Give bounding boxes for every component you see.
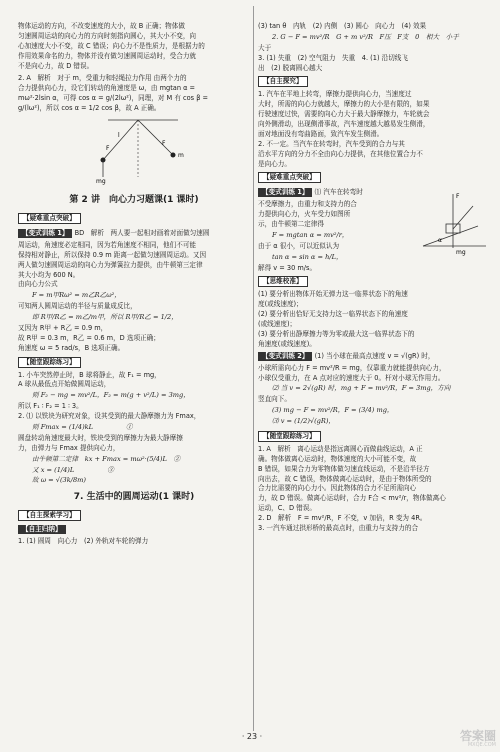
- text-line: 故 R甲 = 0.3 m，R乙 = 0.6 m，D 选项正确；: [18, 333, 160, 342]
- watermark-url: MXQE.COM: [467, 742, 496, 748]
- text-line: 1. A 解析 离心运动是指远离圆心而做曲线运动，A 正: [258, 444, 423, 453]
- label-alpha: α: [438, 237, 442, 245]
- train-force-diagram: [418, 186, 488, 256]
- section-label: 【思维校准】: [258, 276, 308, 287]
- lesson-2-title: 第 2 讲 向心力习题课(1 课时): [69, 194, 199, 205]
- text-line: (1) 当小球在最高点速度 v = √(gR) 时，: [314, 351, 435, 360]
- section-label: 【自主探索学习】: [18, 510, 81, 521]
- column-divider: [253, 6, 254, 731]
- rope-line: [103, 120, 138, 160]
- follow-block: [18, 371, 250, 486]
- text-line: 不是向心力，故 D 错误。: [18, 61, 94, 70]
- equation: 又 x = (1/4)L ③: [32, 465, 114, 474]
- text-line: (或线速度)；: [258, 320, 297, 329]
- text-line: 是向心力。: [258, 159, 291, 168]
- label-F: F: [106, 145, 110, 153]
- section-label: 【疑难重点突破】: [18, 213, 81, 224]
- equation: 即 R甲/R乙 = m乙/m甲，所以 R甲/R乙 = 1/2，: [32, 313, 178, 322]
- text-line: (2) 要分析出恰好无支持力这一临界状态下的角速度: [258, 310, 408, 319]
- equation: 则 F₂ − mg = mv²/L，F₂ = m(g + v²/L) = 3mg，: [32, 391, 190, 400]
- text-line: (3) 要分析出静摩擦力等为零或最大这一临界状态下的: [258, 329, 415, 338]
- text-line: 可知两人圆周运动的半径与质量成反比，: [18, 302, 137, 311]
- text-line: 2. 不一定。当汽车在转弯时，汽车受到的合力与其: [258, 139, 405, 148]
- right-column: [258, 0, 490, 752]
- right-variant-2: [258, 350, 490, 426]
- text-line: 竖直向下。: [258, 395, 291, 404]
- text-line: 两人做匀速圆周运动的向心力为弹簧拉力提供，由牛顿第三定律: [18, 260, 203, 269]
- text-line: 周运动，角速度必定相同，因为若角速度不相同，他们不可能: [18, 240, 197, 249]
- text-line: 行驶速度过快，需要的向心力大于最大静摩擦力，车轮就会: [258, 110, 430, 119]
- text-line: 合力提供向心力，设它们转动的角速度是 ω，由 mgtan α =: [18, 84, 196, 93]
- variant-label: 【变式训练 1】: [258, 188, 312, 197]
- text-line: 不受摩擦力，由重力和支持力的合: [258, 200, 357, 209]
- equation: ⑶ v = (1/2)√(gR)，: [272, 417, 336, 426]
- page-number: · 23 ·: [241, 732, 263, 741]
- text-line: 向外侧滑动，出现侧滑事故，汽车速度越大越易发生侧滑，: [258, 120, 430, 129]
- text-line: 示，由牛顿第二定律得: [258, 220, 324, 229]
- label-mg: mg: [96, 178, 106, 186]
- text-line: (3) tan θ 内轨 (2) 内侧 (3) 圆心 向心力 (4) 效果: [258, 22, 427, 30]
- equation: 则 Fmax = (1/4)kL ①: [32, 422, 133, 431]
- variant-1-block: [18, 227, 250, 353]
- equation: 故 ω = √(3k/8m): [32, 476, 86, 485]
- text-line: 大时，所需的向心力就越大，摩擦力的大小是有限的，如果: [258, 100, 430, 109]
- text-line: ⑴ 汽车在转弯时: [314, 188, 363, 197]
- variant-label: 【变式训练 1】: [18, 229, 72, 238]
- equation: 2. G − F = mv²/R G + m v²/R F压 F支 0 相大 小于: [272, 32, 459, 41]
- text-line: 1. (1) 圆周 向心力 (2) 外轨对车轮的弹力: [18, 537, 149, 546]
- text-line: 1. 小车突然停止时，B 球将静止，故 F₁ = mg，: [18, 370, 161, 379]
- text-line: 力提供向心力，火车受力如图所: [258, 210, 351, 219]
- item-2-block: [18, 74, 250, 113]
- left-column: [18, 0, 250, 752]
- text-line: 出 (2) 脱离圆心越大: [258, 63, 323, 72]
- equation: F = m甲Rω² = m乙R乙ω²，: [32, 291, 121, 300]
- text-line: 其大小均为 600 N。: [18, 270, 80, 279]
- incline-line: [423, 226, 478, 246]
- text-line: 3. 一汽车通过拱形桥的最高点时，由重力与支持力的合: [258, 523, 419, 532]
- label-l: l: [118, 132, 120, 140]
- text-line: B 错误，如果合力为零物体做匀速直线运动，不是沿半径方: [258, 464, 430, 473]
- mass-ball: [171, 153, 176, 158]
- text-line: mω²·2lsin α，可得 cos α = g/(2lω²)，同理，对 M 有 cos β =: [18, 94, 209, 103]
- lesson-7-title: 7. 生活中的圆周运动(1 课时): [73, 492, 195, 503]
- text-line: 力，由弹力与 Fmax 提供向心力，: [18, 443, 120, 452]
- text-line: (1) 要分析出物体开始无弹力这一临界状态下的角速: [258, 290, 408, 299]
- text-line: 心加速度大小不变，故 C 错误；向心力不是性质力，是根据力的: [18, 41, 205, 50]
- text-line: BD 解析 两人要一起相对画着对面做匀速圆: [74, 228, 210, 237]
- equation: F = mgtan α = mv²/r，: [272, 230, 349, 239]
- text-line: 小球所需向心力 F = mv²/R = mg，仅靠重力就能提供向心力，: [258, 363, 446, 372]
- equation: (3) mg − F = mv²/R，F = (3/4) mg，: [272, 406, 394, 415]
- text-line: 物体运动的方向，不改变速度的大小，故 B 正确；物体做: [18, 22, 185, 30]
- right-follow-block: [258, 445, 490, 533]
- text-line: g/(lω²)，所以 cos α = 1/2 cos β，故 A 正确。: [18, 104, 161, 113]
- text-line: A 球从最低点开始做圆周运动，: [18, 380, 111, 389]
- pendulum-diagram: [78, 115, 198, 185]
- sub-label: 【自主归纳】: [18, 525, 66, 534]
- equation: tan α = sin α = h/L，: [272, 252, 343, 261]
- text-line: 由于 α 很小，可以近似认为: [258, 241, 340, 250]
- label-F: F: [456, 193, 460, 201]
- text-line: 2. A 解析 对于 m，受重力和轻绳拉力作用 由两个力的: [18, 74, 187, 83]
- text-line: 合力比需要的向心力小。因此物体的合力不足所需向心: [258, 484, 417, 493]
- text-line: 沿水平方向的分力不全由向心力提供，在其他位置合力不: [258, 149, 423, 158]
- text-line: 角速度(或线速度)。: [258, 339, 316, 348]
- text-line: 确。物体做离心运动时，物体速度的大小可能不变，故: [258, 454, 417, 463]
- text-line: 解得 v = 30 m/s。: [258, 263, 317, 272]
- text-line: 小球仅受重力，在 A 点对应的速度大于 0。杆对小球无作用力。: [258, 373, 445, 382]
- text-line: 力，故 D 错误。做离心运动时，合力 F合 < mv²/r，物体做离心: [258, 494, 446, 503]
- right-variant-1: [258, 186, 490, 272]
- text-line: 作用效果命名的力，物体并没有做匀速圆周运动时，受合力就: [18, 51, 197, 60]
- text-line: 所以 F₁ ∶ F₂ = 1 ∶ 3。: [18, 402, 83, 411]
- variant-label: 【变式训练 2】: [258, 352, 312, 361]
- equation: 由牛顿第二定律 kx + Fmax = mω²·(5/4)L ②: [32, 454, 181, 463]
- text-line: 3. (1) 失重 (2) 空气阻力 失重 4. (1) 沿切线飞: [258, 53, 408, 62]
- text-line: 向出去，故 C 错误，物体做离心运动时，是由于物体所受的: [258, 474, 432, 483]
- text-line: 面对地面没有弯曲路面，致汽车发生侧滑。: [258, 129, 384, 138]
- text-line: 匀速圆周运动的向心力的方向时刻指向圆心，其大小不变，向: [18, 31, 197, 40]
- rope-line: [138, 120, 173, 155]
- label-mg: mg: [456, 249, 466, 257]
- text-line: 圆盘转动角速度最大时，铁块受到的摩擦力为最大静摩擦: [18, 433, 183, 442]
- figure-rope-pendulum: [78, 115, 250, 188]
- text-line: 又因为 R甲 + R乙 = 0.9 m，: [18, 323, 108, 332]
- section-label: 【随堂跟踪练习】: [258, 431, 321, 442]
- watermark-logo: 答案圈: [459, 729, 496, 743]
- text-line: 2. ⑴ 以铁块为研究对象，设其受到的最大静摩擦力为 Fmax，: [18, 412, 201, 421]
- text-line: 角速度 ω = 5 rad/s，B 选项正确。: [18, 343, 125, 352]
- section-label: 【疑难重点突破】: [258, 172, 321, 183]
- text-line: 2. D 解析 F = mv²/R，F 不变，v 加倍，R 变为 4R。: [258, 514, 427, 523]
- text-line: 1. 汽车在平地上转弯，摩擦力提供向心力，当速度过: [258, 90, 412, 99]
- text-line: 大于: [258, 43, 272, 52]
- text-line: 保持相对静止，所以保持 0.9 m 距离一起做匀速圆周运动。又因: [18, 250, 207, 259]
- section-label: 【自主探究】: [258, 76, 308, 87]
- text-line: 由向心力公式: [18, 280, 58, 289]
- support-arrow: [453, 206, 473, 229]
- intro-block: [18, 22, 250, 70]
- text-line: 运动，C、D 错误。: [258, 504, 316, 513]
- equation: ⑵ 当 v = 2√(gR) 时，mg + F = mv²/R，F = 3mg，方向: [272, 384, 451, 393]
- answers-block: [258, 22, 490, 72]
- thinking-block: [258, 290, 490, 348]
- text-line: 度(或线速度)；: [258, 300, 303, 309]
- label-m: m: [178, 152, 184, 160]
- self-explore-block: [258, 90, 490, 168]
- label-F: F: [162, 140, 166, 148]
- section-label: 【随堂跟踪练习】: [18, 357, 81, 368]
